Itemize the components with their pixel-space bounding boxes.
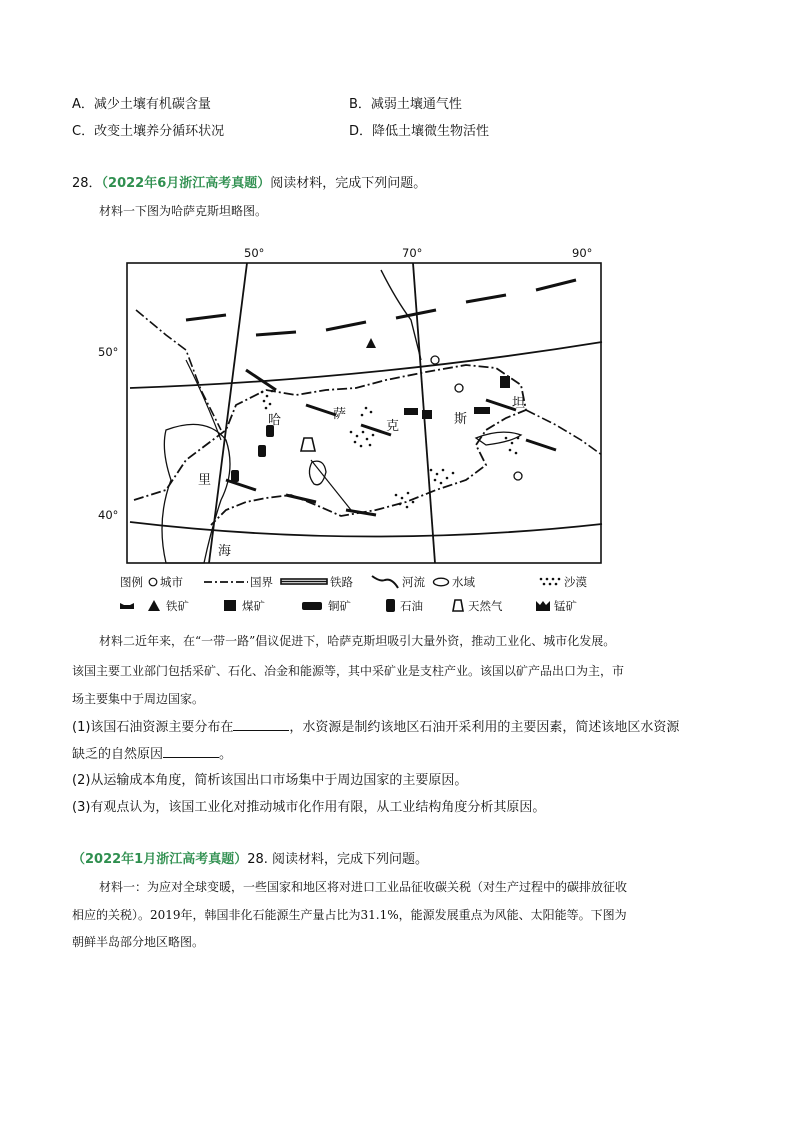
oil-marker bbox=[258, 445, 266, 457]
question-number: 28． bbox=[72, 176, 102, 191]
map-svg bbox=[126, 240, 606, 565]
sub-question-1-text-b: ，水资源是制约该地区石油开采利用的主要因素，简述该地区水资源 bbox=[289, 720, 680, 735]
manganese-icon bbox=[536, 601, 550, 611]
city-marker bbox=[455, 384, 463, 392]
kazakhstan-map bbox=[98, 240, 606, 565]
city-marker bbox=[514, 472, 522, 480]
city-marker bbox=[431, 356, 439, 364]
oil-marker bbox=[231, 470, 239, 482]
legend-border-label: 国界 bbox=[250, 575, 273, 589]
railway-icon bbox=[280, 577, 328, 587]
material-1-caption: 材料一下图为哈萨克斯坦略图。 bbox=[99, 204, 268, 218]
copper-icon bbox=[302, 602, 322, 610]
water-icon bbox=[432, 577, 450, 587]
sub-question-1 bbox=[72, 718, 679, 737]
border-icon bbox=[204, 579, 248, 585]
coal-marker bbox=[500, 376, 510, 388]
legend-manganese-label: 锰矿 bbox=[554, 599, 577, 613]
place-char: 克 bbox=[386, 419, 400, 434]
oil-icon bbox=[386, 599, 395, 612]
legend-coal-label: 煤矿 bbox=[242, 599, 265, 613]
option-d: D．降低土壤微生物活性 bbox=[349, 124, 490, 139]
latitude-label: 40° bbox=[98, 508, 119, 522]
river-icon bbox=[370, 574, 400, 590]
legend-iron-label: 铁矿 bbox=[166, 599, 189, 613]
legend-desert-label: 沙漠 bbox=[564, 575, 587, 589]
place-char: 斯 bbox=[454, 412, 468, 427]
answer-blank-2[interactable] bbox=[163, 745, 219, 758]
iron-icon bbox=[148, 600, 160, 611]
legend-title: 图例 bbox=[120, 575, 143, 589]
copper-marker bbox=[404, 408, 418, 415]
option-b: B．减弱土壤通气性 bbox=[349, 97, 462, 112]
question-stem: 阅读材料，完成下列问题。 bbox=[270, 176, 427, 191]
sub-question-3: (3)有观点认为，该国工业化对推动城市化作用有限，从工业结构角度分析其原因。 bbox=[72, 800, 546, 815]
legend-row-1 bbox=[120, 573, 620, 593]
question-source: （2022年1月浙江高考真题） bbox=[72, 852, 248, 867]
legend-city-label: 城市 bbox=[160, 575, 183, 589]
gas-icon bbox=[452, 599, 464, 612]
manganese-small-icon bbox=[120, 602, 134, 610]
longitude-label: 70° bbox=[402, 246, 423, 260]
longitude-label: 50° bbox=[244, 246, 265, 260]
place-char: 萨 bbox=[333, 407, 347, 422]
latitude-label: 50° bbox=[98, 345, 119, 359]
legend-river-label: 河流 bbox=[402, 575, 425, 589]
legend-water-label: 水域 bbox=[452, 575, 475, 589]
sea-char: 海 bbox=[218, 544, 232, 559]
q28b-material-line-1: 材料一：为应对全球变暖，一些国家和地区将对进口工业品征收碳关税（对生产过程中的碳排放征收 bbox=[99, 880, 628, 894]
sub-question-1-text-d: 。 bbox=[219, 747, 233, 762]
q28b-material-line-2: 相应的关税）。2019年，韩国非化石能源生产量占比为31.1%，能源发展重点为风能、太阳能等。下图为 bbox=[72, 908, 627, 922]
legend-railway-label: 铁路 bbox=[330, 575, 353, 589]
legend-row-2 bbox=[120, 597, 620, 617]
map-frame bbox=[127, 263, 601, 563]
copper-marker bbox=[474, 407, 490, 414]
sub-question-2: (2)从运输成本角度，简析该国出口市场集中于周边国家的主要原因。 bbox=[72, 773, 468, 788]
legend-copper-label: 铜矿 bbox=[328, 599, 351, 613]
question-28b-header bbox=[72, 851, 428, 869]
material-2-line-2: 该国主要工业部门包括采矿、石化、冶金和能源等，其中采矿业是支柱产业。该国以矿产品出口为主，市 bbox=[72, 664, 625, 678]
sub-question-1-text-a: (1)该国石油资源主要分布在 bbox=[72, 720, 234, 735]
sea-char: 里 bbox=[198, 473, 212, 488]
city-icon bbox=[148, 577, 158, 587]
coal-icon bbox=[224, 600, 236, 611]
desert-icon bbox=[538, 576, 562, 588]
legend-gas-label: 天然气 bbox=[468, 599, 503, 613]
coal-marker bbox=[422, 410, 432, 419]
place-char: 哈 bbox=[268, 413, 282, 428]
legend-oil-label: 石油 bbox=[400, 599, 423, 613]
longitude-label: 90° bbox=[572, 246, 593, 260]
q28b-material-line-3: 朝鲜半岛部分地区略图。 bbox=[72, 935, 205, 949]
material-2-line-3: 场主要集中于周边国家。 bbox=[72, 692, 205, 706]
sub-question-1-text-c: 缺乏的自然原因 bbox=[72, 747, 164, 762]
place-char: 坦 bbox=[512, 396, 526, 411]
question-source: （2022年6月浙江高考真题） bbox=[101, 176, 271, 191]
answer-blank-1[interactable] bbox=[233, 718, 289, 731]
material-2-line-1: 材料二近年来，在“一带一路”倡议促进下，哈萨克斯坦吸引大量外资，推动工业化、城市化发展。 bbox=[99, 634, 616, 648]
question-stem: 28. 阅读材料，完成下列问题。 bbox=[247, 852, 429, 867]
question-28-header bbox=[72, 175, 426, 193]
option-a: A．减少土壤有机碳含量 bbox=[72, 97, 211, 112]
sub-question-1-cont bbox=[72, 745, 232, 764]
option-c: C．改变土壤养分循环状况 bbox=[72, 124, 225, 139]
